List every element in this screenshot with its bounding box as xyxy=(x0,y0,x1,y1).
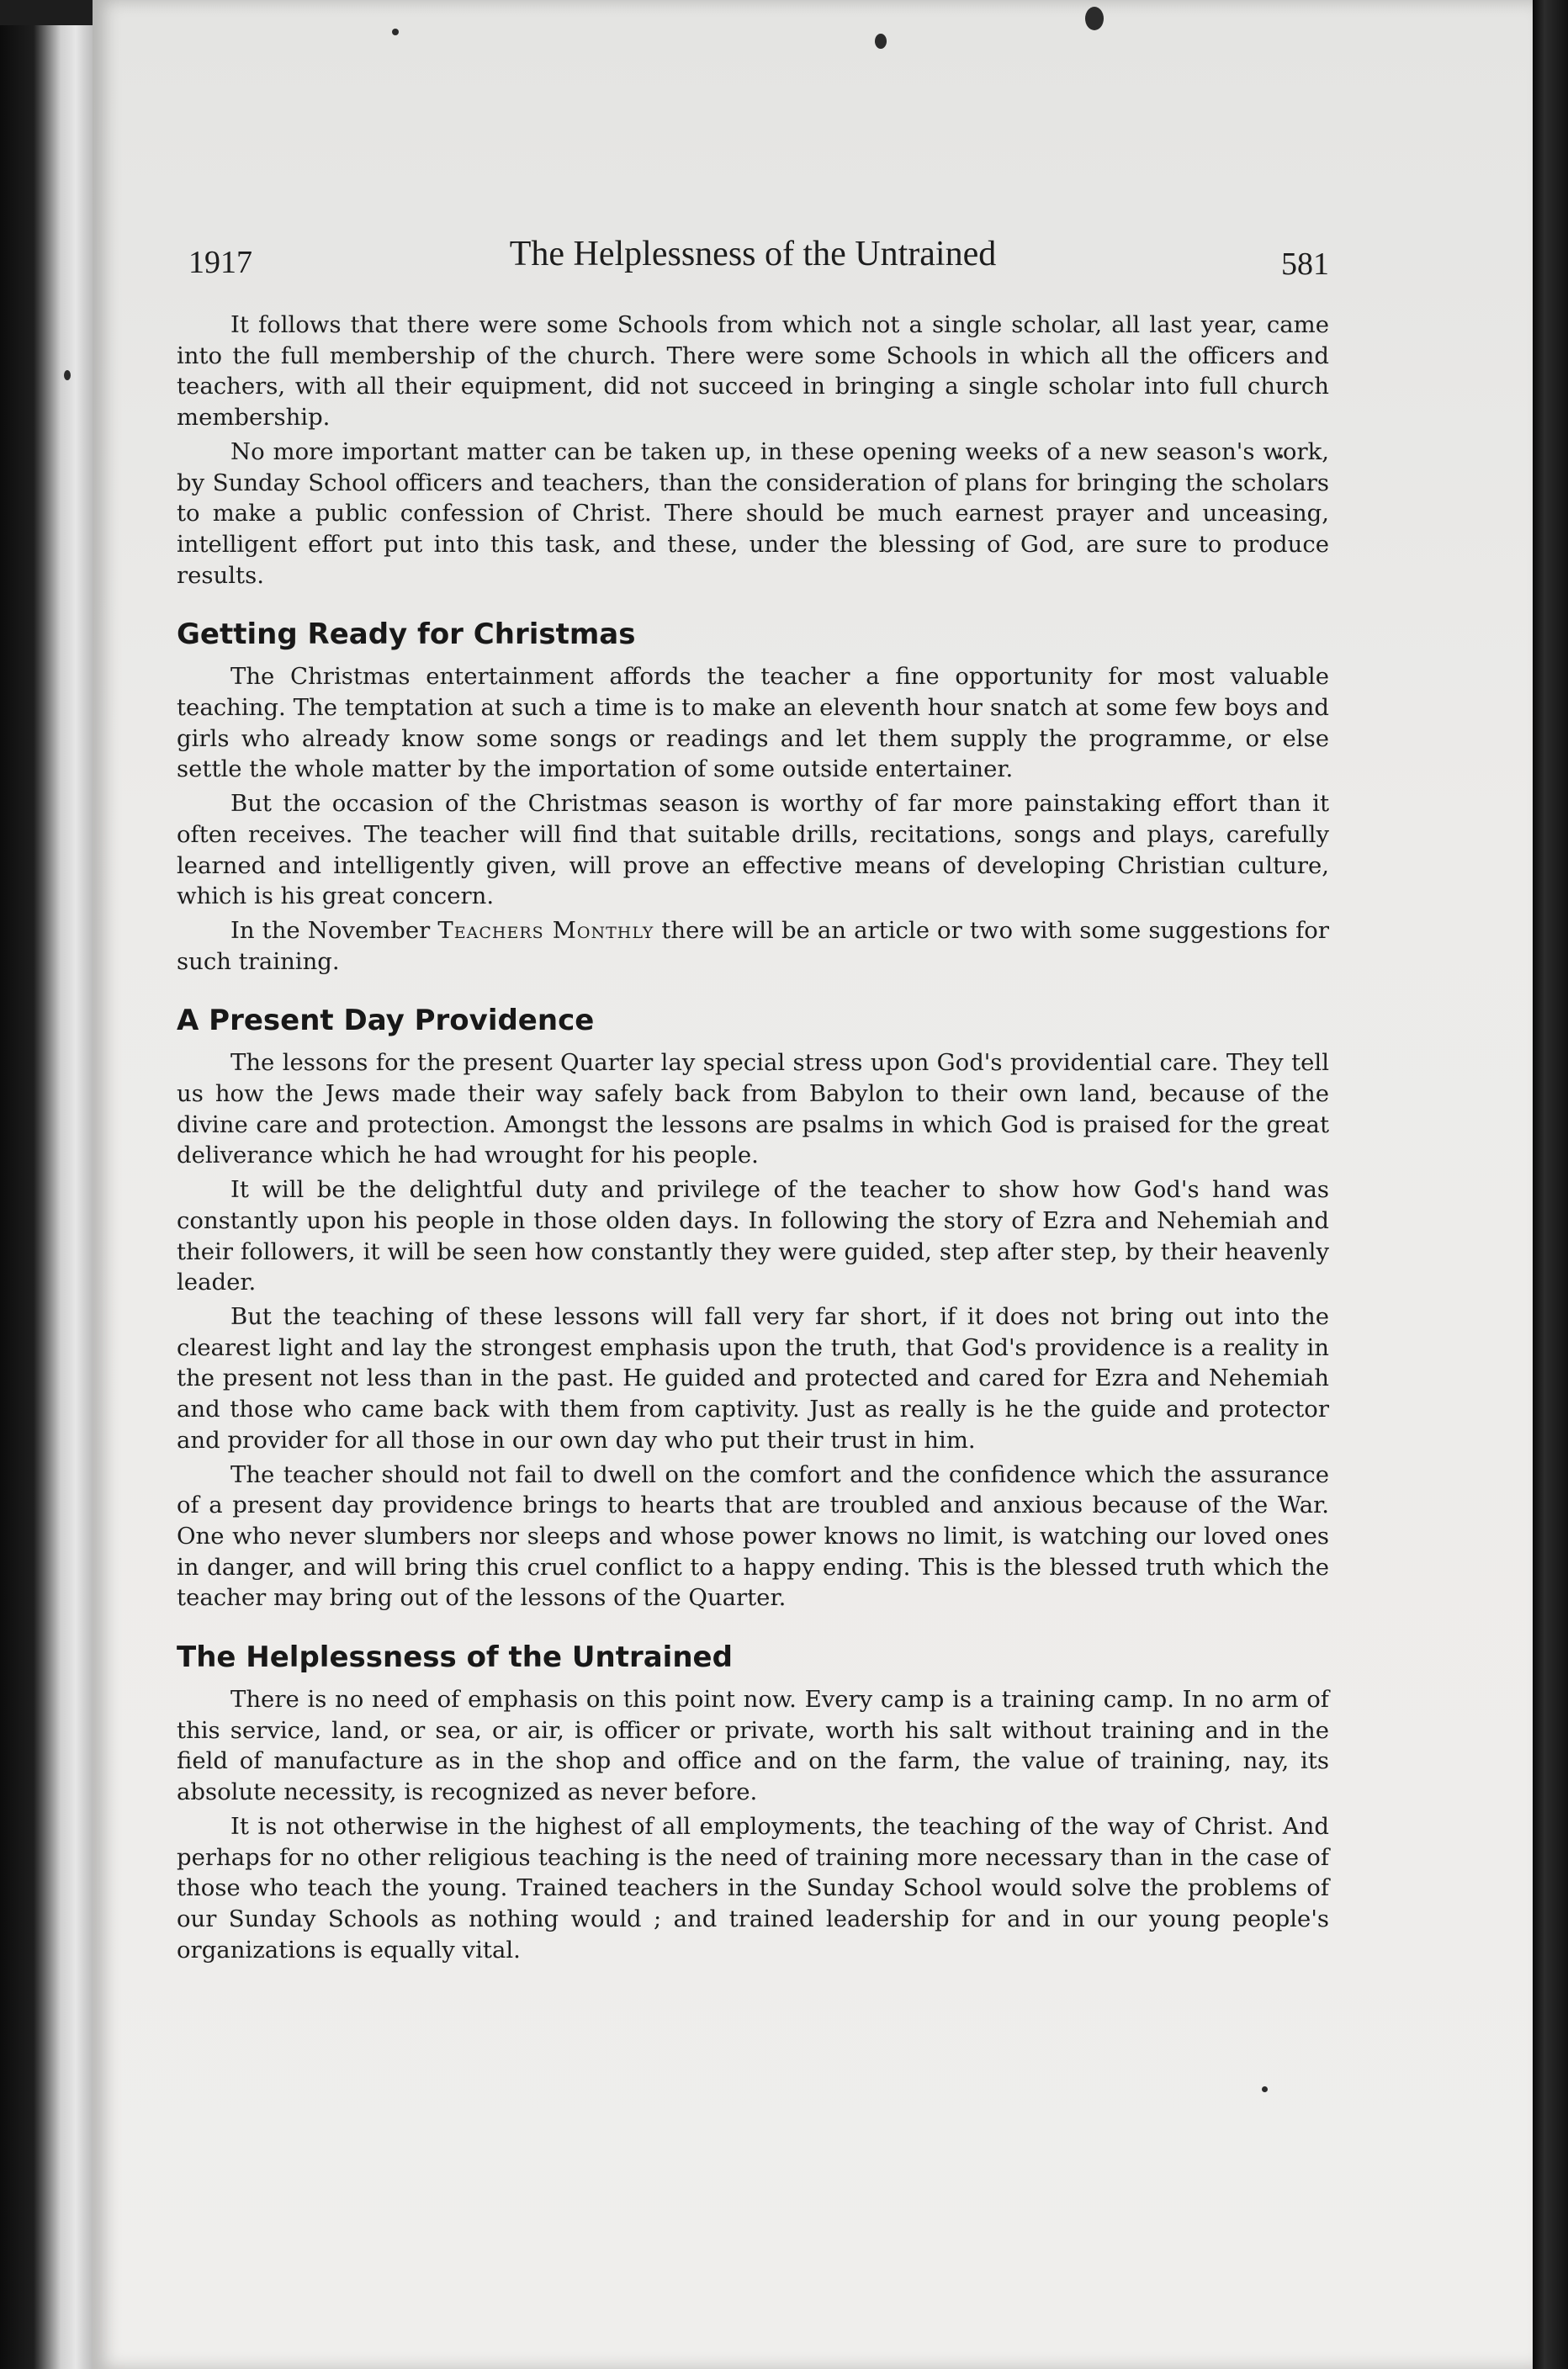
body-paragraph: The Christmas entertainment affords the teacher a fine opportunity for most valuable teaching. The temptation at such a time is to make an eleventh hour snatch at some few boys and girls who already know some songs or readings and let them supply the programme, or else settle the whole matter by the importation of some outside entertainer. xyxy=(177,663,1329,783)
running-head-year: 1917 xyxy=(188,245,252,280)
body-paragraph: The lessons for the present Quarter lay special stress upon God's providential care. They tell us how the Jews made their way safely back from Babylon to their own land, because of the divine care and protection. Amongst the lessons are psalms in which God is praised for the great deliverance which he had wrought for his people. xyxy=(177,1049,1329,1169)
body-paragraph: The teacher should not fail to dwell on the comfort and the confidence which the assurance of a present day providence brings to hearts that are troubled and anxious because of the War. One who never slumbers nor sleeps and whose power knows no limit, is watching our loved ones in danger, and will bring this cruel conflict to a happy ending. This is the blessed truth which the teacher may bring out of the lessons of the Quarter. xyxy=(177,1460,1329,1612)
dust-speck xyxy=(875,34,887,49)
body-paragraph: There is no need of emphasis on this point now. Every camp is a training camp. In no arm of this service, land, or sea, or air, is officer or private, worth his salt without training and in the field of manufacture as in the shop and office and on the farm, the value of training, nay, its absolute necessity, is recognized as never before. xyxy=(177,1686,1329,1806)
paragraph-text: there will be an article or two with some suggestions for such training. xyxy=(177,916,1329,975)
running-head-title: The Helplessness of the Untrained xyxy=(509,235,997,273)
section-heading: A Present Day Providence xyxy=(177,1004,595,1038)
body-paragraph: But the teaching of these lessons will fall very far short, if it does not bring out into the clearest light and lay the strongest emphasis upon the truth, that God's providence is a reality in the present not less than in the past. He guided and protected and cared for Ezra and Nehemiah and those who came back with them from captivity. Just as really is he the guide and protector and provider for all those in our own day who put their trust in him. xyxy=(177,1302,1329,1454)
body-paragraph: But the occasion of the Christmas season is worthy of far more painstaking effort than it often receives. The teacher will find that suitable drills, recitations, songs and plays, carefully learned and intelligently given, will prove an effective means of developing Christian culture, which is his great concern. xyxy=(177,790,1329,910)
publication-title: Teachers Monthly xyxy=(437,916,654,944)
section-heading: The Helplessness of the Untrained xyxy=(177,1640,733,1675)
dust-speck xyxy=(392,29,399,35)
body-paragraph xyxy=(177,915,1329,977)
dust-speck xyxy=(1085,7,1104,30)
body-paragraph: It is not otherwise in the highest of all employments, the teaching of the way of Christ. And perhaps for no other religious teaching is the need of training more necessary than in the case of those who teach the young. Trained teachers in the Sunday School would solve the problems of our Sunday Schools as nothing would ; and trained leadership for and in our young people's organizations is equally vital. xyxy=(177,1812,1329,1964)
body-paragraph: It follows that there were some Schools from which not a single scholar, all last year, came into the full membership of the church. There were some Schools in which all the officers and teachers, with all their equipment, did not succeed in bringing a single scholar into full church membership. xyxy=(177,311,1329,432)
page-content xyxy=(177,227,1329,1969)
running-head xyxy=(177,227,1329,289)
binding-edge xyxy=(1533,0,1568,2369)
section-heading: Getting Ready for Christmas xyxy=(177,617,636,652)
page-number: 581 xyxy=(1281,246,1329,282)
dust-speck xyxy=(1262,2086,1268,2092)
body-paragraph: No more important matter can be taken up, in these opening weeks of a new season's work, by Sunday School officers and teachers, than the consideration of plans for bringing the scholars to make a public confession of Christ. There should be much earnest prayer and unceasing, intelligent effort put into this task, and these, under the blessing of God, are sure to produce results. xyxy=(177,437,1329,589)
body-paragraph: It will be the delightful duty and privilege of the teacher to show how God's hand was constantly upon his people in those olden days. In following the story of Ezra and Nehemiah and their followers, it will be seen how constantly they were guided, step after step, by their heavenly leader. xyxy=(177,1176,1329,1296)
dust-speck xyxy=(64,370,71,380)
left-page-edge xyxy=(0,25,93,2369)
paragraph-text: In the November xyxy=(230,916,438,944)
